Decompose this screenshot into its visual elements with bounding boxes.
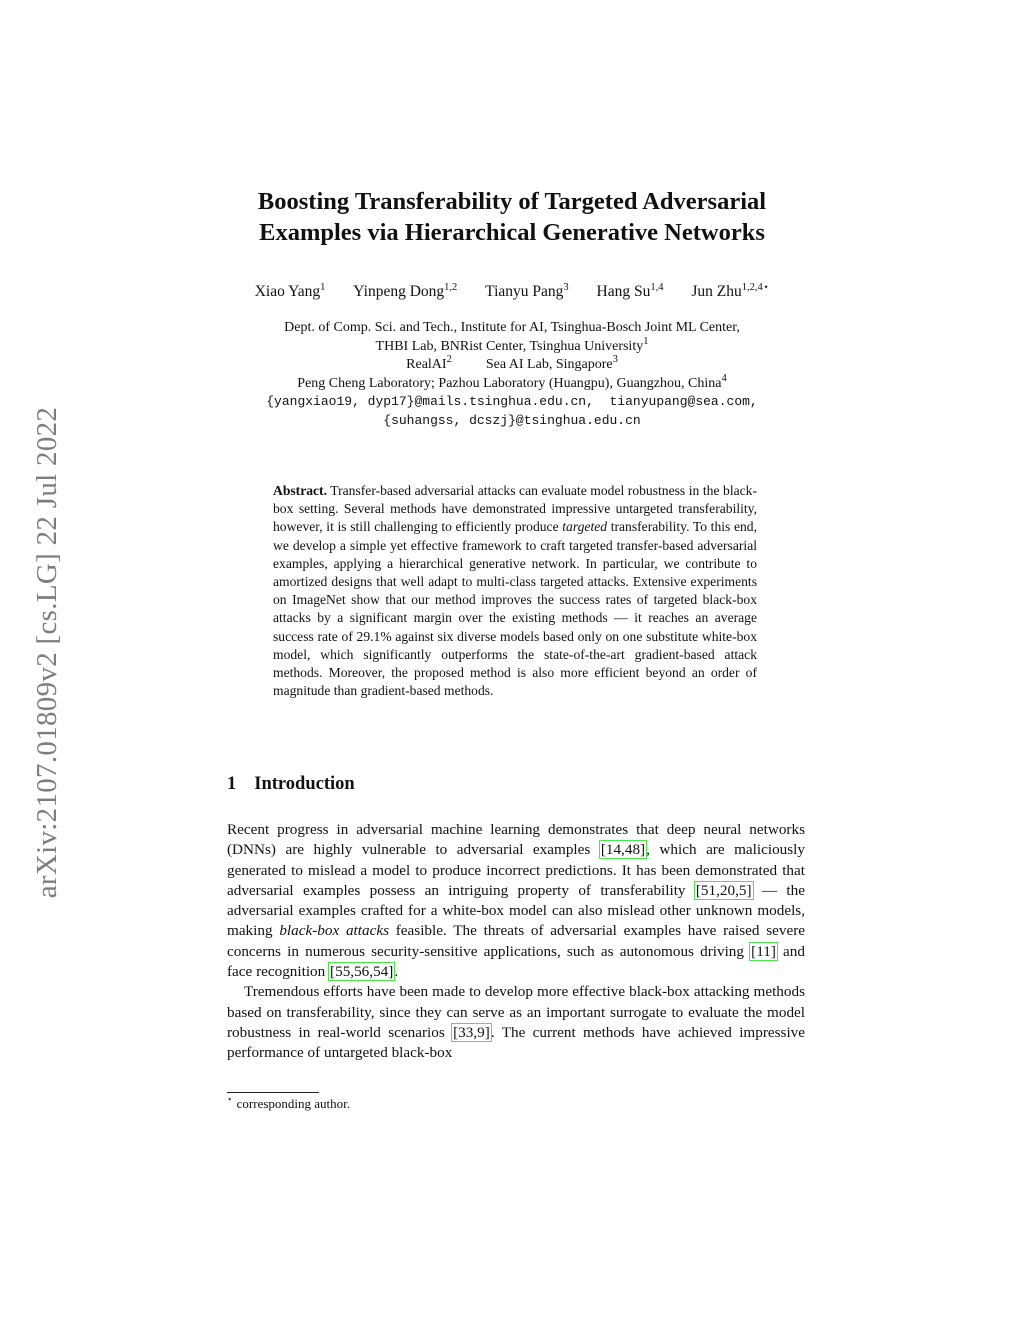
email-line: {yangxiao19, dyp17}@mails.tsinghua.edu.cn, tianyupang@sea.com, (266, 394, 758, 409)
paragraph: Tremendous efforts have been made to develop more effective black-box attacking methods based on transferability, since they can serve as an important surrogate to evaluate the model robustness in real-world scenarios [33,9]. The current methods have achieved impressive performance of untargeted black-box (227, 983, 805, 1062)
arxiv-sidebar (30, 365, 66, 940)
citation-link[interactable]: [55,56,54] (330, 963, 394, 981)
arxiv-identifier: arXiv:2107.01809v2 [cs.LG] 22 Jul 2022 (31, 406, 64, 899)
footnote-rule (227, 1092, 319, 1093)
abstract: Abstract. Transfer-based adversarial attacks can evaluate model robustness in the black-box setting. Several methods have demonstrated impressive untargeted transferability, however, it is still challenging to efficiently produce targeted transferability. To this end, we develop a simple yet effective framework to craft targeted transfer-based adversarial examples, applying a hierarchical generative network. In particular, we contribute to amortized designs that well adapt to multi-class targeted attacks. Extensive experiments on ImageNet show that our method improves the success rates of targeted black-box attacks by a significant margin over the existing methods — it reaches an average success rate of 29.1% against six diverse models based only on one substitute white-box model, which significantly outperforms the state-of-the-art gradient-based attack methods. Moreover, the proposed method is also more efficient beyond an order of magnitude than gradient-based methods. (273, 483, 757, 699)
author: Jun Zhu$^{1,2,4⋆}$ (691, 282, 770, 300)
citation-link[interactable]: [14,48] (600, 841, 646, 859)
affiliation-line: RealAI$^2$ Sea AI Lab, Singapore$^3$ (406, 354, 618, 372)
abstract-emphasis: targeted (562, 519, 608, 535)
affiliation-line: Dept. of Comp. Sci. and Tech., Institute for AI, Tsinghua-Bosch Joint ML Center, (284, 320, 740, 335)
affiliations (0, 319, 1024, 430)
section-heading (227, 774, 355, 795)
author: Xiao Yang$^1$ (254, 282, 326, 300)
title-line-2: Examples via Hierarchical Generative Networks (259, 219, 765, 246)
author: Yinpeng Dong$^{1,2}$ (353, 282, 458, 300)
author: Hang Su$^{1,4}$ (596, 282, 664, 300)
body-text (227, 820, 805, 1064)
section-title: Introduction (254, 774, 355, 794)
affiliation-line: THBI Lab, BNRist Center, Tsinghua University$^1$ (375, 335, 649, 354)
section-number: 1 (227, 774, 237, 794)
abstract-label: Abstract. (273, 483, 327, 498)
title-line-1: Boosting Transferability of Targeted Adversarial (257, 188, 767, 215)
citation-link[interactable]: [51,20,5] (695, 881, 752, 899)
citation-link[interactable]: [33,9] (453, 1023, 490, 1041)
author-list (0, 283, 1024, 301)
email-line: {suhangss, dcszj}@tsinghua.edu.cn (383, 412, 641, 428)
author: Tianyu Pang$^3$ (485, 282, 569, 300)
citation-link[interactable]: [11] (751, 942, 776, 960)
paragraph: Recent progress in adversarial machine learning demonstrates that deep neural networks (DNNs) are highly vulnerable to adversarial examples [14,48], which are maliciously generated to mislead a model to produce incorrect predictions. It has been demonstrated that adversarial examples possess an intriguing property of transferability [51,20,5] — the adversarial examples crafted for a white-box model can also mislead other unknown models, making black-box attacks feasible. The threats of adversarial examples have raised severe concerns in numerous security-sensitive applications, such as autonomous driving [11] and face recognition [55,56,54]. (227, 821, 805, 981)
footnote-mark: ⋆ (227, 1094, 233, 1104)
footnote-text: corresponding author. (236, 1096, 351, 1111)
affiliation-line: Peng Cheng Laboratory; Pazhou Laboratory (Huangpu), Guangzhou, China$^4$ (297, 372, 727, 391)
footnote (227, 1096, 350, 1112)
paper-title (0, 186, 1024, 248)
